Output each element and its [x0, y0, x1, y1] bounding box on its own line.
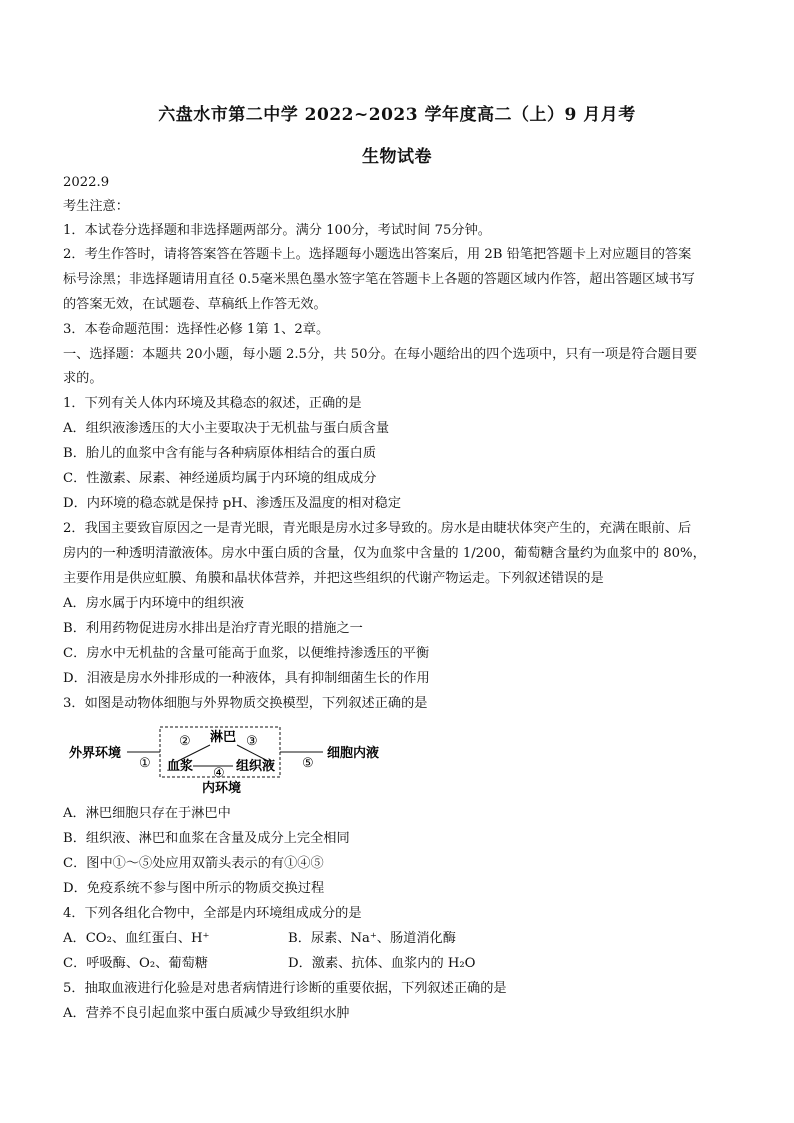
question-3-option-a: A．淋巴细胞只存在于淋巴中 — [63, 806, 231, 821]
label-n1: ① — [139, 756, 151, 771]
notice-line: 1．本试卷分选择题和非选择题两部分。满分 100分，考试时间 75分钟。 — [63, 223, 491, 238]
question-3-option-b: B．组织液、淋巴和血浆在含量及成分上完全相同 — [63, 831, 350, 846]
question-1-option-b: B．胎儿的血浆中含有能与各种病原体相结合的蛋白质 — [63, 446, 377, 461]
question-2-stem: 主要作用是供应虹膜、角膜和晶状体营养，并把这些组织的代谢产物运走。下列叙述错误的是 — [63, 571, 604, 586]
notice-line: 2．考生作答时，请将答案答在答题卡上。选择题每小题选出答案后，用 2B 铅笔把答题卡上对应题目的答案 — [63, 247, 692, 262]
label-tissue-fluid: 组织液 — [236, 759, 276, 774]
notice-line: 3．本卷命题范围：选择性必修 1第 1、2章。 — [63, 322, 330, 337]
label-n5: ⑤ — [302, 756, 314, 771]
label-n3: ③ — [246, 734, 258, 749]
question-4-option-d: D．激素、抗体、血浆内的 H₂O — [288, 956, 476, 971]
question-3-stem: 3．如图是动物体细胞与外界物质交换模型，下列叙述正确的是 — [63, 696, 428, 711]
question-3-option-c: C．图中①～⑤处应用双箭头表示的有①④⑤ — [63, 856, 324, 871]
notice-heading: 考生注意： — [63, 199, 129, 214]
label-n4: ④ — [213, 766, 225, 781]
question-5-stem: 5．抽取血液进行化验是对患者病情进行诊断的重要依据，下列叙述正确的是 — [63, 981, 507, 996]
question-2-stem: 房内的一种透明清澈液体。房水中蛋白质的含量，仅为血浆中含量的 1/200，葡萄糖含量约为血浆中的 80%， — [63, 546, 706, 561]
exam-title: 六盘水市第二中学 2022~2023 学年度高二（上）9 月月考 — [158, 105, 636, 125]
question-2-option-b: B．利用药物促进房水排出是治疗青光眼的措施之一 — [63, 621, 363, 636]
question-2-option-d: D．泪液是房水外排形成的一种液体，具有抑制细菌生长的作用 — [63, 671, 430, 686]
question-1-option-c: C．性激素、尿素、神经递质均属于内环境的组成成分 — [63, 471, 377, 486]
label-lymph: 淋巴 — [210, 730, 237, 745]
question-1-stem: 1．下列有关人体内环境及其稳态的叙述，正确的是 — [63, 396, 362, 411]
question-1-option-d: D．内环境的稳态就是保持 pH、渗透压及温度的相对稳定 — [63, 496, 402, 511]
question-4-option-a: A．CO₂、血红蛋白、H⁺ — [63, 931, 210, 946]
question-4-option-b: B．尿素、Na⁺、肠道消化酶 — [288, 931, 456, 946]
notice-line: 标号涂黑；非选择题请用直径 0.5毫米黑色墨水签字笔在答题卡上各题的答题区域内作答，超出答题区域书写 — [63, 272, 695, 287]
section-heading-cont: 求的。 — [63, 371, 103, 386]
label-outside: 外界环境 — [69, 746, 122, 761]
label-n2: ② — [179, 734, 191, 749]
label-intracellular: 细胞内液 — [327, 746, 380, 761]
question-5-option-a: A．营养不良引起血浆中蛋白质减少导致组织水肿 — [63, 1006, 350, 1021]
label-plasma: 血浆 — [167, 759, 194, 774]
question-3-option-d: D．免疫系统不参与图中所示的物质交换过程 — [63, 881, 325, 896]
question-4-stem: 4．下列各组化合物中，全部是内环境组成成分的是 — [63, 906, 362, 921]
question-2-option-c: C．房水中无机盐的含量可能高于血浆，以便维持渗透压的平衡 — [63, 646, 430, 661]
notice-line: 的答案无效，在试题卷、草稿纸上作答无效。 — [63, 297, 327, 312]
question-4-option-c: C．呼吸酶、O₂、葡萄糖 — [63, 956, 208, 971]
exchange-diagram — [65, 725, 385, 795]
exam-subtitle: 生物试卷 — [362, 147, 432, 167]
exam-date: 2022.9 — [63, 175, 110, 190]
question-2-stem: 2．我国主要致盲原因之一是青光眼，青光眼是房水过多导致的。房水是由睫状体突产生的，充满在眼前、后 — [63, 521, 692, 536]
label-internal-env: 内环境 — [202, 781, 242, 795]
question-1-option-a: A．组织液渗透压的大小主要取决于无机盐与蛋白质含量 — [63, 421, 390, 436]
question-2-option-a: A．房水属于内环境中的组织液 — [63, 596, 244, 611]
section-heading: 一、选择题：本题共 20小题，每小题 2.5分，共 50分。在每小题给出的四个选项中，只有一项是符合题目要 — [63, 347, 698, 362]
